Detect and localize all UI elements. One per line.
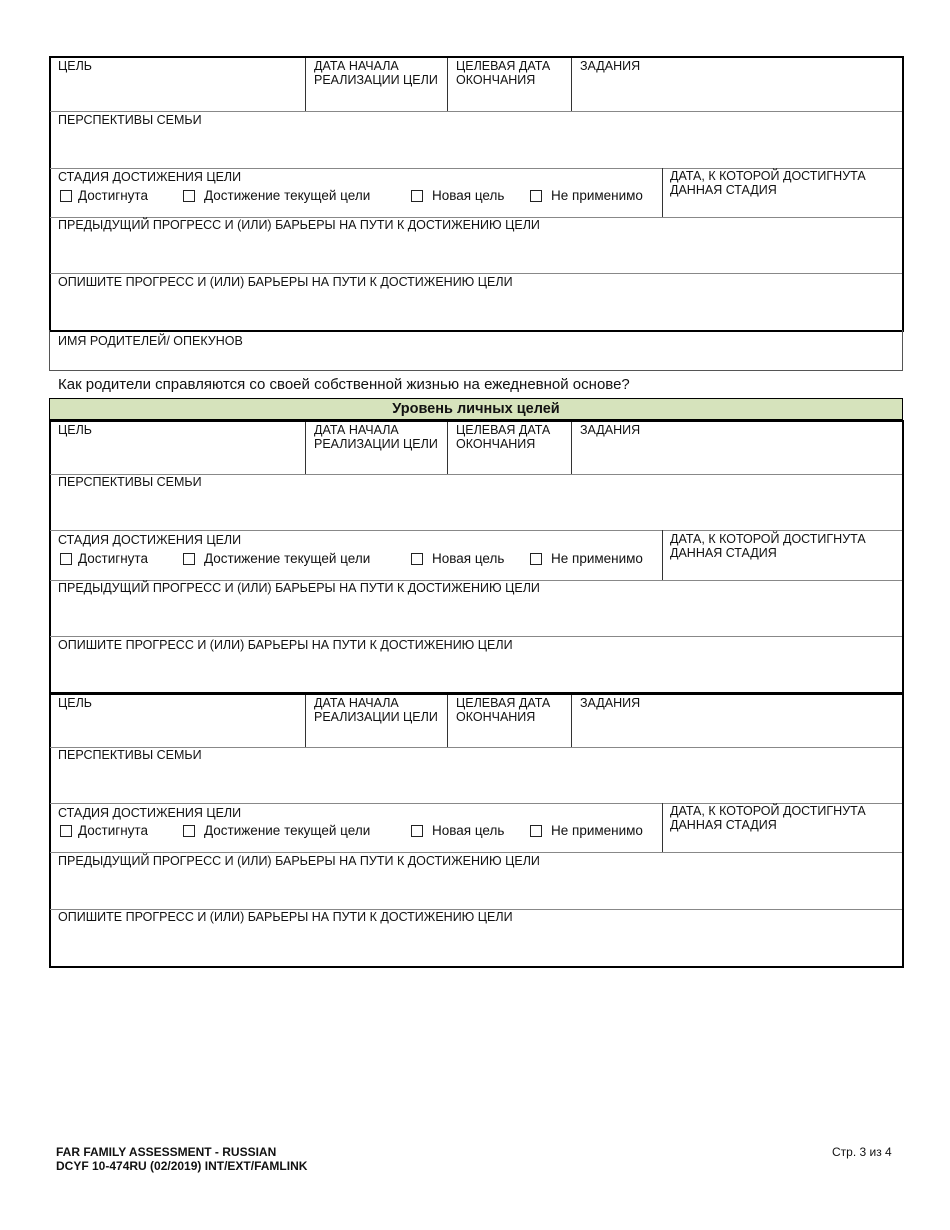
checkbox-achieved[interactable]: [60, 551, 148, 566]
checkbox-na[interactable]: [530, 551, 643, 566]
checkbox-icon[interactable]: [530, 553, 542, 565]
page-number: Стр. 3 из 4: [832, 1145, 892, 1159]
form-code: DCYF 10-474RU (02/2019) INT/EXT/FAMLINK: [56, 1159, 308, 1173]
checkbox-icon[interactable]: [411, 825, 423, 837]
checkbox-new[interactable]: [411, 823, 504, 838]
divider: [50, 852, 902, 853]
goal-stage-label: СТАДИЯ ДОСТИЖЕНИЯ ЦЕЛИ: [58, 533, 242, 547]
goal-label: ЦЕЛЬ: [58, 59, 92, 73]
checkbox-current[interactable]: [183, 823, 370, 838]
checkbox-current[interactable]: [183, 551, 370, 566]
target-date-label: ЦЕЛЕВАЯ ДАТА ОКОНЧАНИЯ: [456, 423, 551, 451]
divider: [305, 58, 306, 112]
checkbox-label: Достижение текущей цели: [204, 823, 371, 838]
divider: [447, 58, 448, 112]
divider: [305, 422, 306, 474]
checkbox-icon[interactable]: [530, 190, 542, 202]
question-text: Как родители справляются со своей собственной жизнью на ежедневной основе?: [58, 376, 630, 393]
checkbox-label: Не применимо: [551, 188, 643, 203]
checkbox-new[interactable]: [411, 188, 504, 203]
checkbox-label: Достижение текущей цели: [204, 551, 371, 566]
checkbox-new[interactable]: [411, 551, 504, 566]
divider: [447, 695, 448, 747]
checkbox-label: Не применимо: [551, 551, 643, 566]
checkbox-label: Новая цель: [432, 551, 505, 566]
describe-progress-label: ОПИШИТЕ ПРОГРЕСС И (ИЛИ) БАРЬЕРЫ НА ПУТИ К ДОСТИЖЕНИЮ ЦЕЛИ: [58, 638, 513, 652]
goal-label: ЦЕЛЬ: [58, 696, 92, 710]
checkbox-label: Новая цель: [432, 823, 505, 838]
describe-progress-label: ОПИШИТЕ ПРОГРЕСС И (ИЛИ) БАРЬЕРЫ НА ПУТИ К ДОСТИЖЕНИЮ ЦЕЛИ: [58, 275, 513, 289]
divider: [662, 168, 663, 218]
divider: [571, 422, 572, 474]
divider: [447, 422, 448, 474]
target-date-label: ЦЕЛЕВАЯ ДАТА ОКОНЧАНИЯ: [456, 696, 551, 724]
family-perspective-label: ПЕРСПЕКТИВЫ СЕМЬИ: [58, 113, 202, 127]
divider: [571, 58, 572, 112]
family-perspective-label: ПЕРСПЕКТИВЫ СЕМЬИ: [58, 748, 202, 762]
checkbox-icon[interactable]: [60, 825, 72, 837]
stage-date-label: ДАТА, К КОТОРОЙ ДОСТИГНУТА ДАННАЯ СТАДИЯ: [670, 804, 866, 832]
checkbox-label: Достигнута: [78, 823, 148, 838]
parent-name-label: ИМЯ РОДИТЕЛЕЙ/ ОПЕКУНОВ: [58, 334, 243, 348]
divider: [50, 273, 902, 274]
previous-progress-label: ПРЕДЫДУЩИЙ ПРОГРЕСС И (ИЛИ) БАРЬЕРЫ НА ПУТИ К ДОСТИЖЕНИЮ ЦЕЛИ: [58, 854, 540, 868]
checkbox-current[interactable]: [183, 188, 370, 203]
divider: [571, 695, 572, 747]
previous-progress-label: ПРЕДЫДУЩИЙ ПРОГРЕСС И (ИЛИ) БАРЬЕРЫ НА ПУТИ К ДОСТИЖЕНИЮ ЦЕЛИ: [58, 581, 540, 595]
checkbox-icon[interactable]: [411, 553, 423, 565]
tasks-label: ЗАДАНИЯ: [580, 423, 641, 437]
checkbox-icon[interactable]: [60, 190, 72, 202]
tasks-label: ЗАДАНИЯ: [580, 696, 641, 710]
section-header: Уровень личных целей: [49, 398, 903, 420]
divider: [50, 530, 902, 531]
start-date-label: ДАТА НАЧАЛА РЕАЛИЗАЦИИ ЦЕЛИ: [314, 696, 438, 724]
describe-progress-label: ОПИШИТЕ ПРОГРЕСС И (ИЛИ) БАРЬЕРЫ НА ПУТИ К ДОСТИЖЕНИЮ ЦЕЛИ: [58, 910, 513, 924]
target-date-label: ЦЕЛЕВАЯ ДАТА ОКОНЧАНИЯ: [456, 59, 551, 87]
checkbox-icon[interactable]: [411, 190, 423, 202]
divider: [662, 803, 663, 853]
stage-date-label: ДАТА, К КОТОРОЙ ДОСТИГНУТА ДАННАЯ СТАДИЯ: [670, 532, 866, 560]
checkbox-icon[interactable]: [183, 190, 195, 202]
checkbox-achieved[interactable]: [60, 188, 148, 203]
checkbox-icon[interactable]: [60, 553, 72, 565]
form-title: FAR FAMILY ASSESSMENT - RUSSIAN: [56, 1145, 277, 1159]
divider: [50, 111, 902, 112]
divider: [662, 530, 663, 580]
divider: [50, 636, 902, 637]
checkbox-label: Достижение текущей цели: [204, 188, 371, 203]
checkbox-label: Достигнута: [78, 551, 148, 566]
checkbox-label: Достигнута: [78, 188, 148, 203]
checkbox-label: Новая цель: [432, 188, 505, 203]
goal-label: ЦЕЛЬ: [58, 423, 92, 437]
goal-stage-label: СТАДИЯ ДОСТИЖЕНИЯ ЦЕЛИ: [58, 806, 242, 820]
stage-date-label: ДАТА, К КОТОРОЙ ДОСТИГНУТА ДАННАЯ СТАДИЯ: [670, 169, 866, 197]
start-date-label: ДАТА НАЧАЛА РЕАЛИЗАЦИИ ЦЕЛИ: [314, 423, 438, 451]
tasks-label: ЗАДАНИЯ: [580, 59, 641, 73]
checkbox-na[interactable]: [530, 188, 643, 203]
checkbox-achieved[interactable]: [60, 823, 148, 838]
previous-progress-label: ПРЕДЫДУЩИЙ ПРОГРЕСС И (ИЛИ) БАРЬЕРЫ НА ПУТИ К ДОСТИЖЕНИЮ ЦЕЛИ: [58, 218, 540, 232]
checkbox-icon[interactable]: [183, 825, 195, 837]
divider: [305, 695, 306, 747]
checkbox-icon[interactable]: [530, 825, 542, 837]
start-date-label: ДАТА НАЧАЛА РЕАЛИЗАЦИИ ЦЕЛИ: [314, 59, 438, 87]
checkbox-label: Не применимо: [551, 823, 643, 838]
family-perspective-label: ПЕРСПЕКТИВЫ СЕМЬИ: [58, 475, 202, 489]
goal-stage-label: СТАДИЯ ДОСТИЖЕНИЯ ЦЕЛИ: [58, 170, 242, 184]
checkbox-icon[interactable]: [183, 553, 195, 565]
checkbox-na[interactable]: [530, 823, 643, 838]
